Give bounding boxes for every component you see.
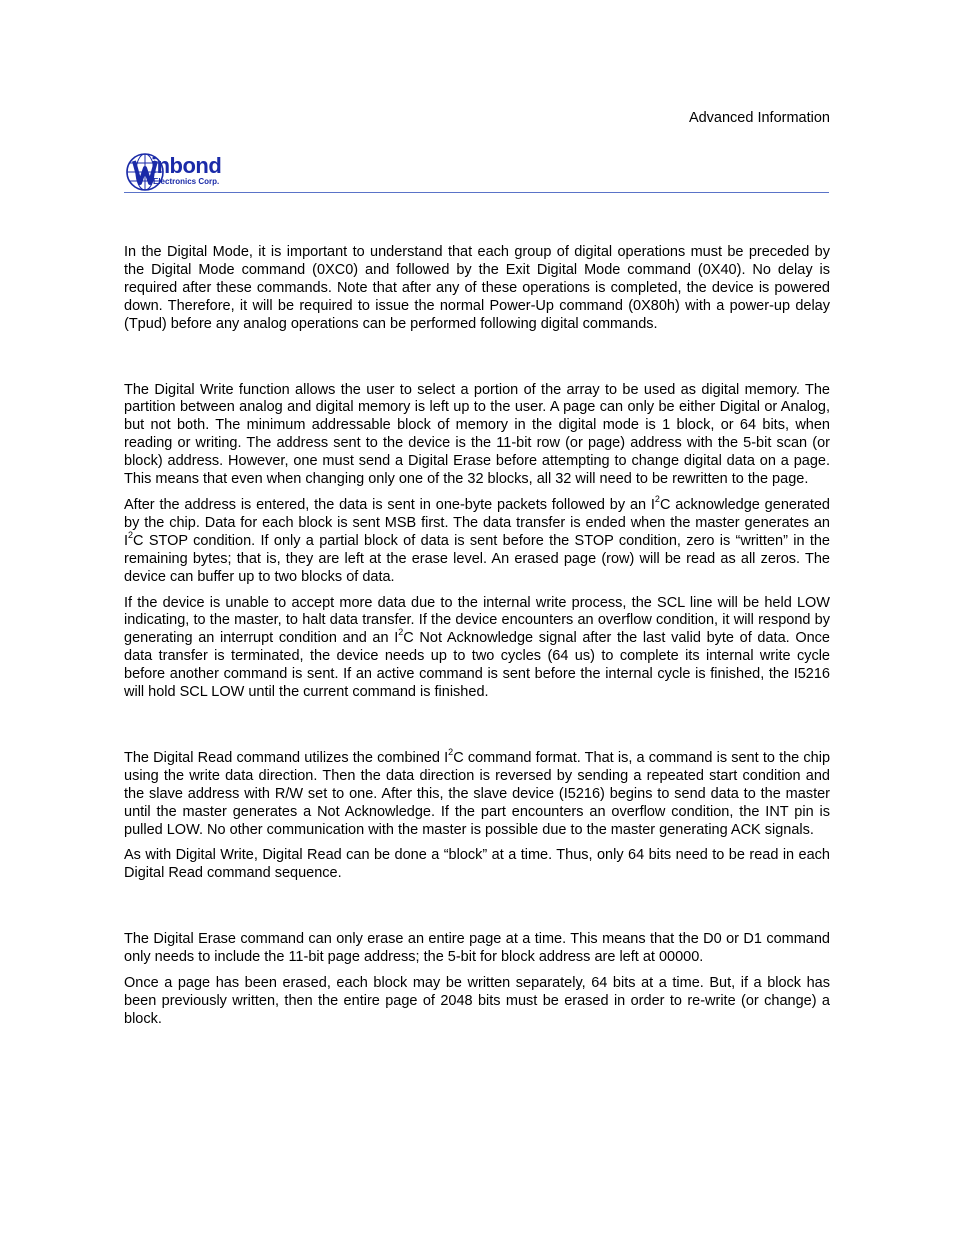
document-status-note: Advanced Information — [688, 110, 830, 126]
header-divider — [124, 192, 829, 193]
digital-write-paragraph-1: The Digital Write function allows the user to select a portion of the array to be used as digital memory. The partition between analog and digital memory is left up to the user. A page can only be either Digital or Analog, but not both. The minimum addressable block of memory in the digital mode is 1 block, or 64 bits, when reading or writing. The address sent to the device is the 11-bit row (or page) address with the 5-bit scan (or block) address. However, one must send a Digital Erase before attempting to change digital data on a page. This means that even when changing only one of the 32 blocks, all 32 will need to be rewritten to the page. — [124, 381, 830, 488]
logo-sub-text: Electronics Corp. — [153, 177, 220, 186]
intro-paragraph: In the Digital Mode, it is important to understand that each group of digital operations must be preceded by the Digital Mode command (0XC0) and followed by the Exit Digital Mode command (0X40). No delay is required after these commands. Note that after any of these operations is completed, the device is powered down. Therefore, it will be required to issue the normal Power-Up command (0X80h) with a power-up delay (Tpud) before any analog operations can be performed following digital commands. — [124, 244, 830, 332]
digital-write-paragraph-2: After the address is entered, the data is sent in one-byte packets followed by an $I^2C$ acknowledge generated by the chip. Data for each block is sent MSB first. The data transfer is ended when the master generates an $I^2C$ STOP condition. If only a partial block of data is sent before the STOP condition, zero is “written” in the remaining bytes; that is, they are left at the erase level. An erased page (row) will be read as all zeros. The device can buffer up to two blocks of data. — [124, 494, 830, 585]
winbond-logo — [125, 152, 222, 192]
digital-erase-paragraph-1: The Digital Erase command can only erase an entire page at a time. This means that the D0 or D1 command only needs to include the 11-bit page address; the 5-bit for block address are left at 00000. — [124, 931, 830, 966]
document-body — [124, 244, 830, 1029]
logo-wordmark — [151, 155, 221, 187]
digital-read-paragraph-2: As with Digital Write, Digital Read can be done a “block” at a time. Thus, only 64 bits need to be read in each Digital Read command sequence. — [124, 847, 830, 882]
digital-read-paragraph-1: The Digital Read command utilizes the combined $I^2C$ command format. That is, a command is sent to the chip using the write data direction. Then the data direction is reversed by sending a repeated start condition and the slave address with R/W set to one. After this, the slave device (I5216) begins to send data to the master until the master generates a Not Acknowledge. If the part encounters an overflow condition, the INT pin is pulled LOW. No other communication with the master is possible due to the master generating ACK signals. — [124, 747, 831, 838]
digital-erase-paragraph-2: Once a page has been erased, each block may be written separately, 64 bits at a time. But, if a block has been previously written, then the entire page of 2048 bits must be erased in order to re-write (or change) a block. — [124, 975, 830, 1027]
digital-write-paragraph-3: If the device is unable to accept more data due to the internal write process, the SCL line will be held LOW indicating, to the master, to halt data transfer. If the device encounters an overflow condition, it will respond by generating an interrupt condition and an $I^2C$ Not Acknowledge signal after the last valid byte of data. Once data transfer is terminated, the device needs up to two cycles (64 us) to complete its internal write cycle before another command is sent. If an active command is sent before the internal cycle is finished, the I5216 will hold SCL LOW until the current command is finished. — [124, 594, 830, 701]
logo-main-text: inbond — [151, 153, 222, 178]
